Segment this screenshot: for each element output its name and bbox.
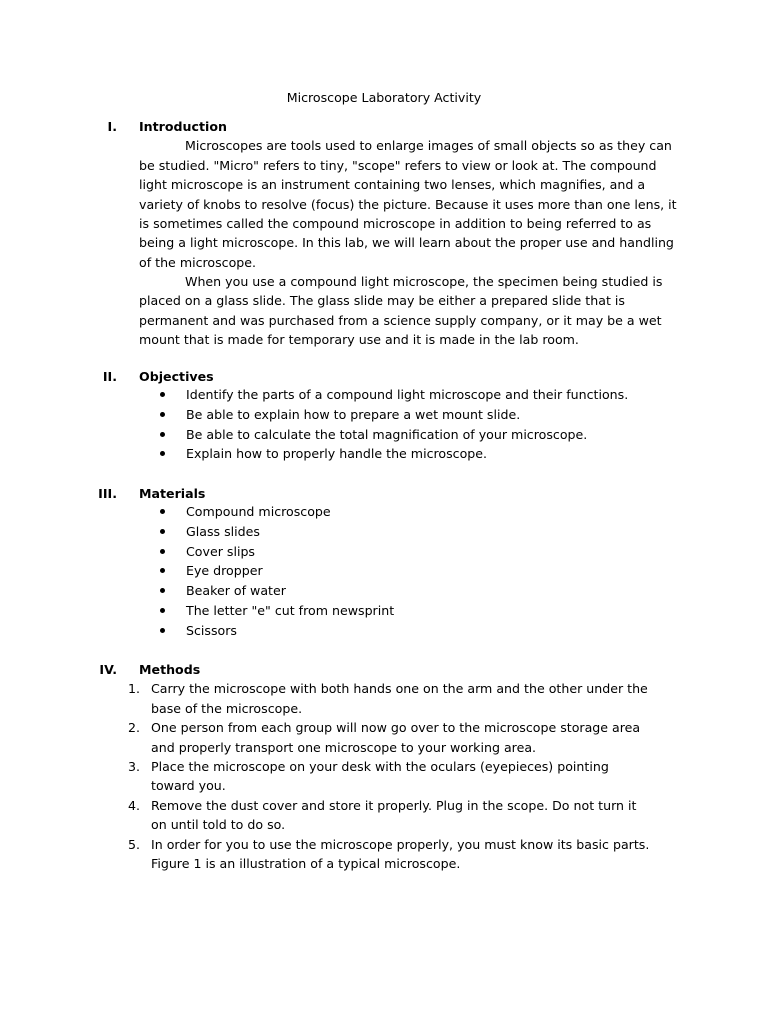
methods-list	[0, 679, 651, 873]
list-item: Glass slides	[0, 522, 394, 542]
list-item: Cover slips	[0, 542, 394, 562]
bullet-icon	[160, 608, 165, 613]
list-item: Explain how to properly handle the microscope.	[0, 444, 628, 464]
section-numeral: I.	[107, 119, 117, 134]
paragraph-text: When you use a compound light microscope, the specimen being studied is placed on a glass slide. The glass slide may be either a prepared slide that is permanent and was purchased from a science supply company, or it may be a wet mount that is made for temporary use and it is made in the lab room.	[139, 274, 663, 348]
list-item: 1. Carry the microscope with both hands one on the arm and the other under the base of the microscope.	[127, 681, 648, 716]
list-item: Scissors	[0, 621, 394, 641]
list-item: 3. Place the microscope on your desk with the oculars (eyepieces) pointing toward you.	[127, 759, 609, 794]
bullet-icon	[160, 432, 165, 437]
list-item: Compound microscope	[0, 502, 394, 522]
bullet-icon	[160, 392, 165, 397]
section-numeral: IV.	[99, 662, 117, 677]
bullet-icon	[160, 549, 165, 554]
intro-paragraph-1	[139, 136, 679, 272]
list-item: Beaker of water	[0, 581, 394, 601]
objectives-list	[0, 385, 628, 464]
bullet-icon	[160, 412, 165, 417]
bullet-icon	[160, 568, 165, 573]
list-item: 4. Remove the dust cover and store it properly. Plug in the scope. Do not turn it on until told to do so.	[127, 797, 637, 833]
bullet-icon	[160, 509, 165, 514]
list-item: 2. One person from each group will now go over to the microscope storage area and properly transport one microscope to your working area.	[127, 720, 641, 755]
list-item: Eye dropper	[0, 561, 394, 581]
section-heading: Introduction	[139, 119, 227, 134]
bullet-icon	[160, 529, 165, 534]
intro-paragraph-2	[139, 272, 679, 350]
list-item: Be able to calculate the total magnification of your microscope.	[0, 425, 628, 445]
bullet-icon	[160, 628, 165, 633]
section-heading: Methods	[139, 662, 201, 677]
list-item: Be able to explain how to prepare a wet mount slide.	[0, 405, 628, 425]
bullet-icon	[160, 588, 165, 593]
section-heading: Objectives	[139, 369, 214, 384]
paragraph-text: Microscopes are tools used to enlarge images of small objects so as they can be studied. "Micro" refers to tiny, "scope" refers to view or look at. The compound light microscope is an instrument containing two lenses, which magnifies, and a variety of knobs to resolve (focus) the picture. Because it uses more than one lens, it is sometimes called the compound microscope in addition to being referred to as being a light microscope. In this lab, we will learn about the proper use and handling of the microscope.	[139, 138, 677, 270]
list-item: The letter "e" cut from newsprint	[0, 601, 394, 621]
section-heading: Materials	[139, 486, 206, 501]
list-item: 5. In order for you to use the microscope properly, you must know its basic parts. Figure 1 is an illustration of a typical microscope.	[127, 836, 650, 872]
section-numeral: II.	[102, 369, 117, 384]
page-title: Microscope Laboratory Activity	[286, 90, 482, 105]
bullet-icon	[160, 451, 165, 456]
section-numeral: III.	[98, 486, 117, 501]
list-item: Identify the parts of a compound light microscope and their functions.	[0, 385, 628, 405]
materials-list	[0, 502, 394, 641]
